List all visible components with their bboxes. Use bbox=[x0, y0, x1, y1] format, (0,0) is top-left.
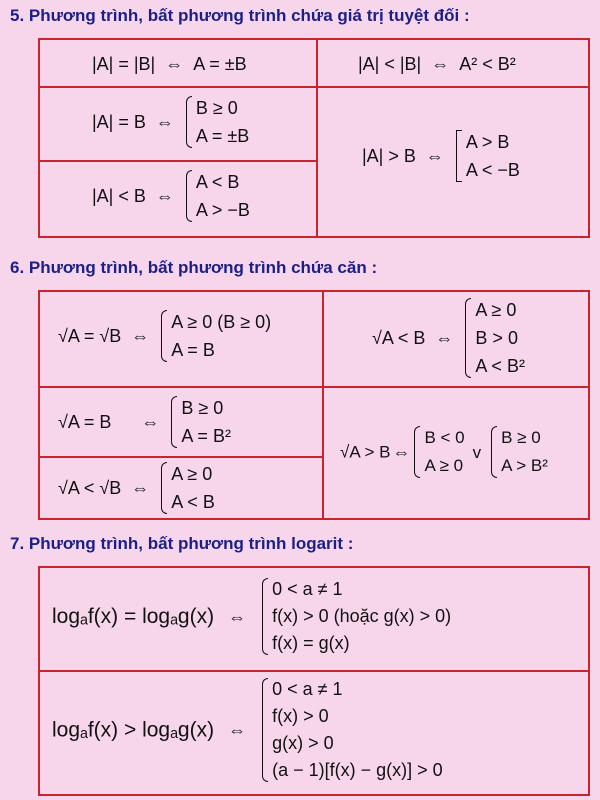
s6-formula-5 bbox=[340, 424, 548, 480]
brace-system bbox=[159, 308, 271, 364]
formula-lhs: √A < √B bbox=[58, 478, 122, 498]
equivalence-symbol: ⇔ bbox=[131, 478, 150, 498]
system-row: A > −B bbox=[195, 200, 250, 220]
or-symbol: v bbox=[472, 442, 482, 462]
divider bbox=[322, 290, 324, 520]
formula-lhs: √A > B bbox=[340, 442, 391, 462]
s5-formula-4 bbox=[92, 168, 250, 224]
divider bbox=[38, 86, 590, 88]
formula-lhs: √A = B bbox=[58, 412, 112, 432]
equivalence-symbol: ⇔ bbox=[425, 146, 444, 166]
formula-rhs: A = ±B bbox=[193, 54, 247, 74]
s5-formula-3 bbox=[92, 94, 249, 150]
brace-system bbox=[184, 168, 250, 224]
brace-system bbox=[260, 576, 451, 657]
s5-formula-1 bbox=[92, 55, 247, 73]
section-6-title: 6. Phương trình, bất phương trình chứa căn : bbox=[10, 258, 378, 277]
system-row: A ≥ 0 bbox=[475, 300, 517, 320]
equivalence-symbol: ⇔ bbox=[392, 442, 411, 462]
system-row: B < 0 bbox=[424, 428, 465, 447]
equivalence-symbol: ⇔ bbox=[131, 326, 150, 346]
s7-formula-1 bbox=[52, 576, 451, 657]
system-row: A > B² bbox=[501, 456, 548, 475]
system-row: B > 0 bbox=[475, 328, 518, 348]
formula-lhs: √A = √B bbox=[58, 326, 122, 346]
system-row: A ≥ 0 bbox=[424, 456, 464, 475]
s5-formula-5 bbox=[362, 128, 520, 184]
divider bbox=[38, 456, 323, 458]
system-row: A = B bbox=[171, 340, 215, 360]
brace-system bbox=[489, 424, 548, 480]
equivalence-symbol: ⇔ bbox=[155, 186, 174, 206]
formula-rhs: A² < B² bbox=[459, 54, 516, 74]
system-row: A < −B bbox=[465, 160, 520, 180]
formula-lhs: logₐf(x) = logₐg(x) bbox=[52, 605, 215, 628]
formula-lhs: √A < B bbox=[372, 328, 426, 348]
system-row: 0 < a ≠ 1 bbox=[272, 579, 343, 599]
s5-formula-2 bbox=[358, 55, 516, 73]
formula-lhs: |A| < |B| bbox=[358, 54, 422, 74]
equivalence-symbol: ⇔ bbox=[141, 412, 160, 432]
section-5-title: 5. Phương trình, bất phương trình chứa giá trị tuyệt đối : bbox=[10, 6, 470, 25]
brace-system bbox=[184, 94, 249, 150]
system-row: A ≥ 0 bbox=[171, 464, 213, 484]
divider bbox=[316, 38, 318, 238]
system-row: A ≥ 0 (B ≥ 0) bbox=[171, 312, 272, 332]
s7-formula-2 bbox=[52, 676, 443, 784]
s6-formula-2 bbox=[372, 296, 525, 380]
system-row: f(x) > 0 bbox=[272, 706, 329, 726]
system-row: A = B² bbox=[181, 426, 231, 446]
system-row: B ≥ 0 bbox=[195, 98, 238, 118]
system-row: A = ±B bbox=[195, 126, 250, 146]
system-row: (a − 1)[f(x) − g(x)] > 0 bbox=[272, 760, 443, 780]
divider bbox=[38, 386, 590, 388]
system-row: 0 < a ≠ 1 bbox=[272, 679, 343, 699]
system-row: f(x) = g(x) bbox=[272, 633, 350, 653]
system-row: A < B² bbox=[475, 356, 525, 376]
formula-lhs: |A| = B bbox=[92, 112, 146, 132]
system-row: B ≥ 0 bbox=[181, 398, 224, 418]
brace-system bbox=[159, 460, 215, 516]
equivalence-symbol: ⇔ bbox=[155, 112, 174, 132]
formula-lhs: logₐf(x) > logₐg(x) bbox=[52, 718, 215, 742]
equivalence-symbol: ⇔ bbox=[228, 720, 247, 740]
system-row: f(x) > 0 (hoặc g(x) > 0) bbox=[272, 606, 452, 626]
divider bbox=[38, 670, 590, 672]
equivalence-symbol: ⇔ bbox=[165, 54, 184, 74]
system-row: g(x) > 0 bbox=[272, 733, 334, 753]
system-row: A < B bbox=[195, 172, 240, 192]
equivalence-symbol: ⇔ bbox=[431, 54, 450, 74]
divider bbox=[38, 160, 317, 162]
s6-formula-3 bbox=[58, 394, 231, 450]
system-row: A > B bbox=[465, 132, 510, 152]
formula-lhs: |A| > B bbox=[362, 146, 416, 166]
bracket-system bbox=[454, 128, 520, 184]
system-row: B ≥ 0 bbox=[501, 428, 541, 447]
brace-system bbox=[169, 394, 231, 450]
brace-system bbox=[260, 676, 443, 784]
brace-system bbox=[412, 424, 464, 480]
s6-formula-1 bbox=[58, 308, 271, 364]
s6-formula-4 bbox=[58, 460, 215, 516]
formula-lhs: |A| < B bbox=[92, 186, 146, 206]
system-row: A < B bbox=[171, 492, 215, 512]
brace-system bbox=[463, 296, 525, 380]
formula-lhs: |A| = |B| bbox=[92, 54, 156, 74]
section-7-title: 7. Phương trình, bất phương trình logarit : bbox=[10, 534, 354, 553]
equivalence-symbol: ⇔ bbox=[435, 328, 454, 348]
equivalence-symbol: ⇔ bbox=[228, 606, 247, 627]
